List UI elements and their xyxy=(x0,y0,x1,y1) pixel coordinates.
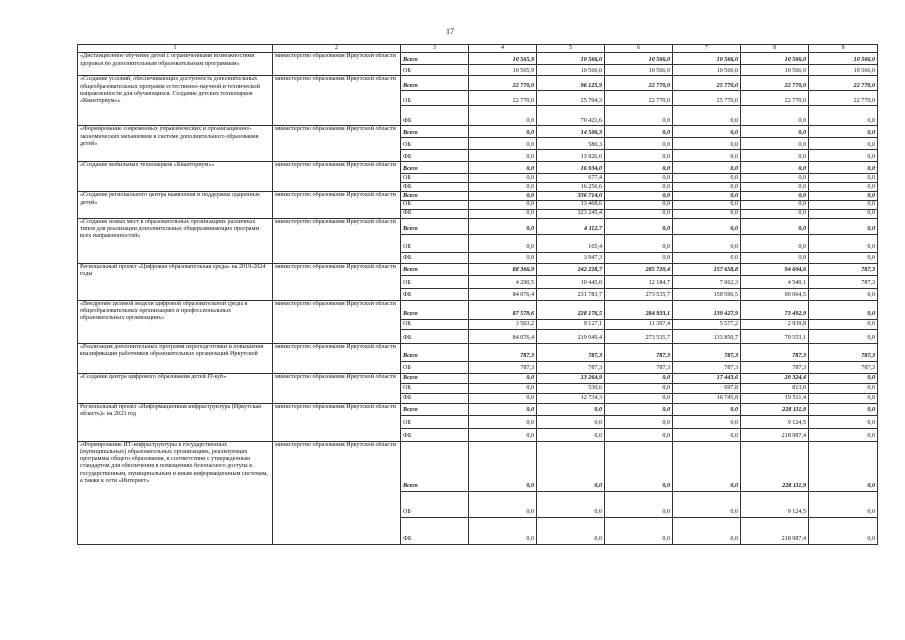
responsible-organization: министерство образования Иркутской области xyxy=(273,192,401,218)
amount-cell: 0,0 xyxy=(469,517,537,544)
budget-table xyxy=(77,44,878,545)
column-header: 6 xyxy=(605,45,673,53)
amount-cell: 0,0 xyxy=(809,383,878,393)
amount-cell: 0,0 xyxy=(741,138,809,150)
amount-cell: 16 256,6 xyxy=(537,183,605,192)
amount-cell: 0,0 xyxy=(741,192,809,201)
amount-cell: 787,3 xyxy=(537,343,605,361)
funding-source: ОБ xyxy=(401,383,469,393)
amount-cell: 0,0 xyxy=(537,491,605,517)
funding-source: ФБ xyxy=(401,393,469,403)
amount-cell: 813,0 xyxy=(741,383,809,393)
amount-cell: 7 062,3 xyxy=(673,275,741,288)
amount-cell: 284 933,1 xyxy=(605,300,673,319)
amount-cell: 2 939,8 xyxy=(741,319,809,329)
amount-cell: 10 566,0 xyxy=(537,65,605,76)
amount-cell: 0,0 xyxy=(673,218,741,234)
amount-cell: 0,0 xyxy=(809,201,878,209)
amount-cell: 0,0 xyxy=(673,234,741,252)
event-description: «Внедрение целевой модели цифровой образовательной среды в общеобразовательных организациях и профессиональных образовательных организациях» xyxy=(78,300,273,343)
amount-cell: 0,0 xyxy=(741,126,809,138)
amount-cell: 0,0 xyxy=(605,383,673,393)
amount-cell: 22 770,0 xyxy=(809,76,878,91)
responsible-organization: министерство образования Иркутской области xyxy=(273,126,401,162)
amount-cell: 9 124,5 xyxy=(741,415,809,428)
amount-cell: 0,0 xyxy=(741,252,809,263)
amount-cell: 0,0 xyxy=(605,373,673,383)
amount-cell: 0,0 xyxy=(673,517,741,544)
amount-cell: 10 566,0 xyxy=(809,65,878,76)
funding-source: ОБ xyxy=(401,415,469,428)
amount-cell: 0,0 xyxy=(605,393,673,403)
amount-cell: 4 112,7 xyxy=(537,218,605,234)
amount-cell: 0,0 xyxy=(537,441,605,491)
funding-source: Всего xyxy=(401,403,469,415)
funding-source: ФБ xyxy=(401,252,469,263)
column-header: 2 xyxy=(273,45,401,53)
amount-cell: 697,8 xyxy=(673,383,741,393)
funding-source: Всего xyxy=(401,263,469,275)
amount-cell: 0,0 xyxy=(537,428,605,441)
amount-cell: 0,0 xyxy=(809,373,878,383)
amount-cell: 157 658,8 xyxy=(673,263,741,275)
amount-cell: 787,3 xyxy=(469,361,537,373)
amount-cell: 22 770,0 xyxy=(469,76,537,91)
responsible-organization: министерство образования Иркутской области xyxy=(273,218,401,263)
funding-source: Всего xyxy=(401,300,469,319)
amount-cell: 22 770,0 xyxy=(605,76,673,91)
funding-source: ОБ xyxy=(401,491,469,517)
amount-cell: 0,0 xyxy=(809,183,878,192)
amount-cell: 133 850,7 xyxy=(673,329,741,343)
amount-cell: 0,0 xyxy=(605,174,673,183)
table-row xyxy=(78,373,878,383)
amount-cell: 0,0 xyxy=(605,209,673,218)
amount-cell: 0,0 xyxy=(809,234,878,252)
amount-cell: 0,0 xyxy=(809,403,878,415)
amount-cell: 3 947,3 xyxy=(537,252,605,263)
funding-source: ФБ xyxy=(401,428,469,441)
funding-source: ОБ xyxy=(401,91,469,106)
amount-cell: 70 553,1 xyxy=(741,329,809,343)
amount-cell: 0,0 xyxy=(809,138,878,150)
amount-cell: 10 565,9 xyxy=(469,65,537,76)
amount-cell: 0,0 xyxy=(605,192,673,201)
table-row xyxy=(78,300,878,319)
amount-cell: 0,0 xyxy=(809,415,878,428)
amount-cell: 9 124,5 xyxy=(741,491,809,517)
responsible-organization: министерство образования Иркутской области xyxy=(273,343,401,373)
amount-cell: 273 535,7 xyxy=(605,329,673,343)
amount-cell: 231 783,7 xyxy=(537,288,605,300)
amount-cell: 0,0 xyxy=(809,209,878,218)
amount-cell: 0,0 xyxy=(469,373,537,383)
amount-cell: 787,3 xyxy=(673,343,741,361)
amount-cell: 0,0 xyxy=(605,218,673,234)
amount-cell: 13 264,9 xyxy=(537,373,605,383)
amount-cell: 0,0 xyxy=(469,393,537,403)
amount-cell: 10 566,0 xyxy=(673,65,741,76)
amount-cell: 0,0 xyxy=(537,517,605,544)
table-row xyxy=(78,126,878,138)
responsible-organization: министерство образования Иркутской области xyxy=(273,263,401,300)
table-row xyxy=(78,192,878,201)
funding-source: ОБ xyxy=(401,275,469,288)
amount-cell: 0,0 xyxy=(809,192,878,201)
amount-cell: 10 566,0 xyxy=(605,65,673,76)
amount-cell: 787,3 xyxy=(605,361,673,373)
event-description: «Реализация дополнительных программ переподготовки и повышения квалификации работников образовательных организаций Иркутской xyxy=(78,343,273,373)
amount-cell: 228 176,5 xyxy=(537,300,605,319)
amount-cell: 0,0 xyxy=(469,218,537,234)
amount-cell: 323 245,4 xyxy=(537,209,605,218)
amount-cell: 0,0 xyxy=(469,415,537,428)
amount-cell: 218 987,4 xyxy=(741,517,809,544)
amount-cell: 787,3 xyxy=(469,343,537,361)
amount-cell: 165,4 xyxy=(537,234,605,252)
event-description: «Создание регионального центра выявления и поддержки одаренных детей» xyxy=(78,192,273,218)
amount-cell: 0,0 xyxy=(605,162,673,174)
column-header: 9 xyxy=(809,45,878,53)
amount-cell: 0,0 xyxy=(809,428,878,441)
amount-cell: 84 076,4 xyxy=(469,288,537,300)
table-row xyxy=(78,441,878,491)
amount-cell: 0,0 xyxy=(809,126,878,138)
amount-cell: 12 734,3 xyxy=(537,393,605,403)
table-row xyxy=(78,403,878,415)
responsible-organization: министерство образования Иркутской области xyxy=(273,162,401,192)
amount-cell: 22 770,0 xyxy=(741,76,809,91)
amount-cell: 3 503,2 xyxy=(469,319,537,329)
amount-cell: 0,0 xyxy=(469,138,537,150)
amount-cell: 87 579,6 xyxy=(469,300,537,319)
funding-source: ОБ xyxy=(401,361,469,373)
amount-cell: 580,3 xyxy=(537,138,605,150)
amount-cell: 0,0 xyxy=(809,288,878,300)
amount-cell: 139 427,9 xyxy=(673,300,741,319)
column-header: 1 xyxy=(78,45,273,53)
amount-cell: 0,0 xyxy=(469,383,537,393)
event-description: «Создание новых мест в образовательных организациях различных типов для реализации дополнительных общеразвивающих программ всех направленностей» xyxy=(78,218,273,263)
amount-cell: 787,3 xyxy=(605,343,673,361)
amount-cell: 0,0 xyxy=(605,441,673,491)
amount-cell: 0,0 xyxy=(673,138,741,150)
amount-cell: 530,6 xyxy=(537,383,605,393)
responsible-organization: министерство образования Иркутской области xyxy=(273,76,401,126)
amount-cell: 10 565,9 xyxy=(469,53,537,65)
amount-cell: 0,0 xyxy=(605,517,673,544)
amount-cell: 0,0 xyxy=(469,234,537,252)
amount-cell: 336 714,0 xyxy=(537,192,605,201)
amount-cell: 0,0 xyxy=(469,252,537,263)
amount-cell: 0,0 xyxy=(673,428,741,441)
funding-source: Всего xyxy=(401,76,469,91)
amount-cell: 218 987,4 xyxy=(741,428,809,441)
amount-cell: 11 397,4 xyxy=(605,319,673,329)
amount-cell: 22 770,0 xyxy=(809,91,878,106)
event-description: «Создание центра цифрового образования детей IT-куб» xyxy=(78,373,273,403)
column-header: 7 xyxy=(673,45,741,53)
event-description: «Создание мобильных технопарков «Кванториум»» xyxy=(78,162,273,192)
amount-cell: 0,0 xyxy=(673,252,741,263)
amount-cell: 10 566,0 xyxy=(741,65,809,76)
funding-source: Всего xyxy=(401,441,469,491)
amount-cell: 228 111,9 xyxy=(741,403,809,415)
table-row xyxy=(78,263,878,275)
amount-cell: 0,0 xyxy=(605,491,673,517)
amount-cell: 0,0 xyxy=(605,106,673,126)
funding-source: ФБ xyxy=(401,329,469,343)
amount-cell: 0,0 xyxy=(605,201,673,209)
funding-source: Всего xyxy=(401,218,469,234)
amount-cell: 273 535,7 xyxy=(605,288,673,300)
amount-cell: 0,0 xyxy=(469,428,537,441)
amount-cell: 0,0 xyxy=(741,201,809,209)
amount-cell: 22 770,0 xyxy=(741,91,809,106)
column-header: 3 xyxy=(401,45,469,53)
funding-source: Всего xyxy=(401,162,469,174)
funding-source: Всего xyxy=(401,373,469,383)
responsible-organization: министерство образования Иркутской области xyxy=(273,53,401,76)
page-number: 17 xyxy=(446,27,454,36)
amount-cell: 150 596,5 xyxy=(673,288,741,300)
amount-cell: 96 125,9 xyxy=(537,76,605,91)
amount-cell: 228 111,9 xyxy=(741,441,809,491)
amount-cell: 9 127,1 xyxy=(537,319,605,329)
funding-source: ОБ xyxy=(401,234,469,252)
funding-source: ФБ xyxy=(401,106,469,126)
amount-cell: 242 228,7 xyxy=(537,263,605,275)
amount-cell: 787,3 xyxy=(809,343,878,361)
amount-cell: 22 770,0 xyxy=(605,91,673,106)
amount-cell: 0,0 xyxy=(741,162,809,174)
amount-cell: 25 770,0 xyxy=(673,91,741,106)
amount-cell: 0,0 xyxy=(469,192,537,201)
column-header: 8 xyxy=(741,45,809,53)
amount-cell: 0,0 xyxy=(809,517,878,544)
amount-cell: 0,0 xyxy=(809,329,878,343)
header-row xyxy=(78,45,878,53)
amount-cell: 787,3 xyxy=(809,361,878,373)
amount-cell: 787,3 xyxy=(809,275,878,288)
amount-cell: 0,0 xyxy=(673,183,741,192)
amount-cell: 14 506,3 xyxy=(537,126,605,138)
table-row xyxy=(78,76,878,91)
amount-cell: 0,0 xyxy=(741,218,809,234)
amount-cell: 94 604,6 xyxy=(741,263,809,275)
event-description: Региональный проект «Цифровая образовательная среда» на 2019-2024 годы xyxy=(78,263,273,300)
funding-source: ФБ xyxy=(401,288,469,300)
funding-source: ФБ xyxy=(401,517,469,544)
amount-cell: 0,0 xyxy=(469,106,537,126)
amount-cell: 13 468,6 xyxy=(537,201,605,209)
amount-cell: 0,0 xyxy=(673,403,741,415)
amount-cell: 0,0 xyxy=(537,415,605,428)
amount-cell: 0,0 xyxy=(469,183,537,192)
event-description: Региональный проект «Информационная инфраструктура (Иркутская область)» на 2023 год xyxy=(78,403,273,441)
amount-cell: 19 511,4 xyxy=(741,393,809,403)
amount-cell: 0,0 xyxy=(673,209,741,218)
funding-source: Всего xyxy=(401,126,469,138)
amount-cell: 0,0 xyxy=(605,150,673,162)
amount-cell: 0,0 xyxy=(605,126,673,138)
amount-cell: 0,0 xyxy=(809,218,878,234)
amount-cell: 0,0 xyxy=(741,150,809,162)
amount-cell: 0,0 xyxy=(469,209,537,218)
amount-cell: 677,4 xyxy=(537,174,605,183)
amount-cell: 0,0 xyxy=(673,441,741,491)
amount-cell: 0,0 xyxy=(673,415,741,428)
table-row xyxy=(78,162,878,174)
amount-cell: 787,3 xyxy=(537,361,605,373)
amount-cell: 0,0 xyxy=(741,183,809,192)
amount-cell: 0,0 xyxy=(469,491,537,517)
amount-cell: 0,0 xyxy=(673,174,741,183)
amount-cell: 10 566,0 xyxy=(741,53,809,65)
amount-cell: 10 566,0 xyxy=(537,53,605,65)
funding-source: ОБ xyxy=(401,174,469,183)
amount-cell: 88 366,9 xyxy=(469,263,537,275)
amount-cell: 0,0 xyxy=(673,192,741,201)
amount-cell: 0,0 xyxy=(809,393,878,403)
table-row xyxy=(78,343,878,361)
amount-cell: 787,3 xyxy=(741,343,809,361)
amount-cell: 70 421,6 xyxy=(537,106,605,126)
table-row xyxy=(78,218,878,234)
amount-cell: 0,0 xyxy=(469,174,537,183)
funding-source: ОБ xyxy=(401,65,469,76)
amount-cell: 16 934,0 xyxy=(537,162,605,174)
table-row xyxy=(78,53,878,65)
amount-cell: 25 770,0 xyxy=(673,76,741,91)
amount-cell: 0,0 xyxy=(741,174,809,183)
amount-cell: 0,0 xyxy=(605,252,673,263)
amount-cell: 0,0 xyxy=(809,319,878,329)
amount-cell: 84 076,4 xyxy=(469,329,537,343)
amount-cell: 0,0 xyxy=(673,491,741,517)
funding-source: ФБ xyxy=(401,209,469,218)
responsible-organization: министерство образования Иркутской области xyxy=(273,300,401,343)
amount-cell: 285 720,4 xyxy=(605,263,673,275)
amount-cell: 90 064,5 xyxy=(741,288,809,300)
amount-cell: 0,0 xyxy=(605,138,673,150)
amount-cell: 10 566,0 xyxy=(605,53,673,65)
amount-cell: 0,0 xyxy=(469,162,537,174)
amount-cell: 219 049,4 xyxy=(537,329,605,343)
amount-cell: 0,0 xyxy=(741,234,809,252)
funding-source: ФБ xyxy=(401,183,469,192)
column-header: 4 xyxy=(469,45,537,53)
amount-cell: 0,0 xyxy=(469,201,537,209)
amount-cell: 0,0 xyxy=(809,300,878,319)
event-description: «Создание условий, обеспечивающих доступность дополнительных общеобразовательных программ естественно-научной и технической направленности для обучающихся. Создание детских технопарков «Кванториум»» xyxy=(78,76,273,126)
amount-cell: 0,0 xyxy=(605,428,673,441)
amount-cell: 4 540,1 xyxy=(741,275,809,288)
amount-cell: 0,0 xyxy=(809,252,878,263)
amount-cell: 10 566,0 xyxy=(673,53,741,65)
amount-cell: 20 324,4 xyxy=(741,373,809,383)
amount-cell: 13 926,0 xyxy=(537,150,605,162)
amount-cell: 22 770,0 xyxy=(469,91,537,106)
amount-cell: 5 577,2 xyxy=(673,319,741,329)
amount-cell: 787,3 xyxy=(741,361,809,373)
responsible-organization: министерство образования Иркутской области xyxy=(273,373,401,403)
funding-source: Всего xyxy=(401,192,469,201)
amount-cell: 0,0 xyxy=(809,441,878,491)
amount-cell: 0,0 xyxy=(673,106,741,126)
amount-cell: 787,3 xyxy=(673,361,741,373)
amount-cell: 0,0 xyxy=(809,491,878,517)
column-header: 5 xyxy=(537,45,605,53)
funding-source: ОБ xyxy=(401,319,469,329)
amount-cell: 16 745,8 xyxy=(673,393,741,403)
funding-source: ОБ xyxy=(401,138,469,150)
amount-cell: 0,0 xyxy=(673,150,741,162)
amount-cell: 0,0 xyxy=(469,441,537,491)
event-description: «Дистанционное обучение детей с ограниченными возможностями здоровья по дополнительным образовательным программам» xyxy=(78,53,273,76)
amount-cell: 0,0 xyxy=(537,403,605,415)
amount-cell: 0,0 xyxy=(673,126,741,138)
event-description: «Формирование ИТ-инфраструктуры в государственных (муниципальных) образовательных организациях, реализующих программы общего образования, в соответствии с утвержденным стандартом для обеспечения в помещениях безопасного доступа к государственным, муниципальным и иным информационным системам, а также к сети «Интернет» xyxy=(78,441,273,544)
amount-cell: 12 184,7 xyxy=(605,275,673,288)
amount-cell: 0,0 xyxy=(605,415,673,428)
funding-source: Всего xyxy=(401,53,469,65)
amount-cell: 0,0 xyxy=(469,403,537,415)
amount-cell: 0,0 xyxy=(809,150,878,162)
amount-cell: 10 445,0 xyxy=(537,275,605,288)
funding-source: Всего xyxy=(401,343,469,361)
amount-cell: 17 443,6 xyxy=(673,373,741,383)
amount-cell: 0,0 xyxy=(673,201,741,209)
amount-cell: 0,0 xyxy=(469,150,537,162)
funding-source: ОБ xyxy=(401,201,469,209)
amount-cell: 0,0 xyxy=(809,162,878,174)
amount-cell: 0,0 xyxy=(605,234,673,252)
amount-cell: 10 566,0 xyxy=(809,53,878,65)
responsible-organization: министерство образования Иркутской области xyxy=(273,441,401,544)
funding-source: ФБ xyxy=(401,150,469,162)
amount-cell: 4 290,5 xyxy=(469,275,537,288)
amount-cell: 73 492,9 xyxy=(741,300,809,319)
amount-cell: 0,0 xyxy=(809,106,878,126)
amount-cell: 25 704,3 xyxy=(537,91,605,106)
event-description: «Формирование современных управленческих и организационно-экономических механизмов в системе дополнительного образования детей» xyxy=(78,126,273,162)
amount-cell: 0,0 xyxy=(469,126,537,138)
amount-cell: 0,0 xyxy=(741,209,809,218)
amount-cell: 0,0 xyxy=(605,403,673,415)
amount-cell: 0,0 xyxy=(809,174,878,183)
responsible-organization: министерство образования Иркутской области xyxy=(273,403,401,441)
amount-cell: 0,0 xyxy=(605,183,673,192)
amount-cell: 0,0 xyxy=(741,106,809,126)
amount-cell: 787,3 xyxy=(809,263,878,275)
amount-cell: 0,0 xyxy=(673,162,741,174)
